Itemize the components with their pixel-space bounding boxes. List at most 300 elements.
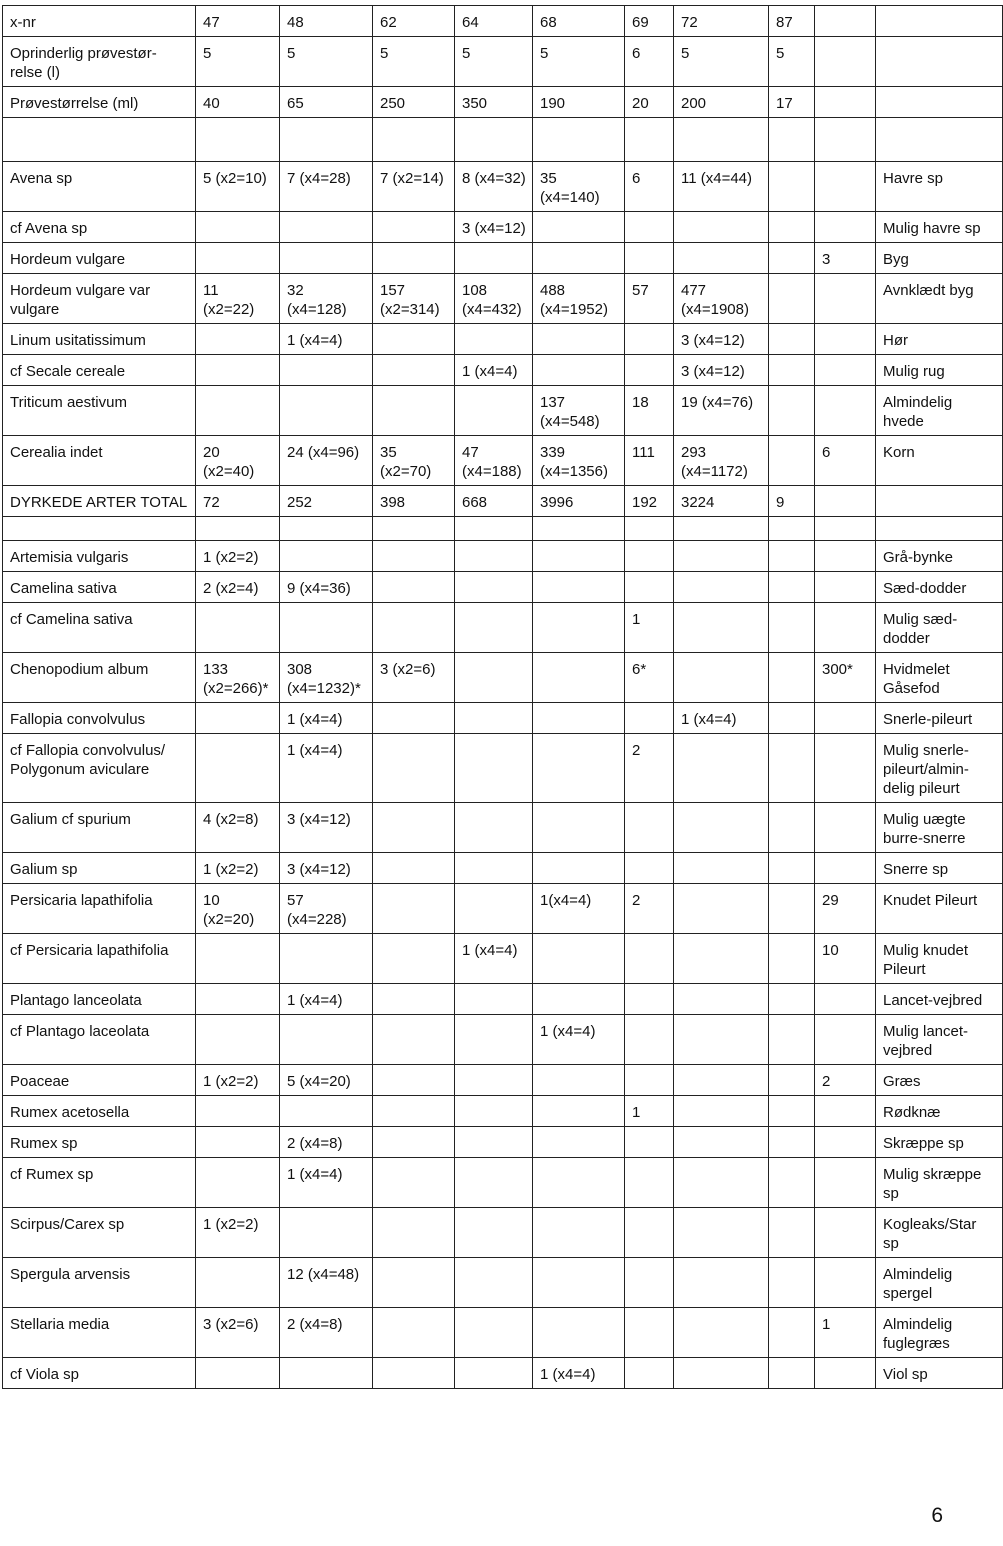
value-cell: 5 <box>769 37 815 87</box>
value-cell <box>625 1208 674 1258</box>
value-cell <box>815 212 876 243</box>
table-row <box>3 603 1003 653</box>
danish-name-cell <box>876 37 1003 87</box>
row-label-cell: Artemisia vulgaris <box>3 541 196 572</box>
row-label-cell: DYRKEDE ARTER TOTAL <box>3 486 196 517</box>
value-cell <box>196 603 280 653</box>
value-cell <box>533 1208 625 1258</box>
value-cell <box>674 734 769 803</box>
value-cell <box>455 803 533 853</box>
value-cell <box>769 734 815 803</box>
value-cell: 398 <box>373 486 455 517</box>
value-cell <box>196 1127 280 1158</box>
table-row <box>3 1158 1003 1208</box>
row-label-cell: cf Fallopia convolvulus/ Polygonum aviculare <box>3 734 196 803</box>
row-label-cell: x-nr <box>3 6 196 37</box>
row-label-cell: Rumex acetosella <box>3 1096 196 1127</box>
row-label-cell: cf Persicaria lapathifolia <box>3 934 196 984</box>
value-cell <box>769 541 815 572</box>
value-cell: 250 <box>373 87 455 118</box>
value-cell: 18 <box>625 386 674 436</box>
value-cell <box>196 1096 280 1127</box>
empty-cell <box>769 118 815 162</box>
value-cell <box>815 355 876 386</box>
value-cell <box>196 355 280 386</box>
row-label-cell: Persicaria lapathifolia <box>3 884 196 934</box>
empty-cell <box>3 517 196 541</box>
value-cell: 1 (x4=4) <box>280 734 373 803</box>
value-cell <box>815 486 876 517</box>
value-cell: 488 (x4=1952) <box>533 274 625 324</box>
table-body <box>3 6 1003 1389</box>
table-row <box>3 541 1003 572</box>
value-cell <box>533 984 625 1015</box>
value-cell <box>815 1096 876 1127</box>
value-cell <box>674 934 769 984</box>
value-cell: 6* <box>625 653 674 703</box>
value-cell <box>533 1096 625 1127</box>
row-label-cell: cf Plantago laceolata <box>3 1015 196 1065</box>
value-cell: 252 <box>280 486 373 517</box>
value-cell <box>815 87 876 118</box>
row-label-cell: cf Camelina sativa <box>3 603 196 653</box>
value-cell: 1 (x4=4) <box>455 355 533 386</box>
value-cell <box>280 212 373 243</box>
value-cell <box>373 1127 455 1158</box>
value-cell <box>815 1158 876 1208</box>
value-cell: 47 <box>196 6 280 37</box>
row-label-cell: cf Rumex sp <box>3 1158 196 1208</box>
value-cell <box>815 1358 876 1389</box>
value-cell <box>196 212 280 243</box>
empty-cell <box>815 517 876 541</box>
value-cell: 24 (x4=96) <box>280 436 373 486</box>
value-cell: 133 (x2=266)* <box>196 653 280 703</box>
value-cell: 40 <box>196 87 280 118</box>
danish-name-cell: Hør <box>876 324 1003 355</box>
row-label-cell: Linum usitatissimum <box>3 324 196 355</box>
value-cell <box>533 934 625 984</box>
value-cell <box>815 274 876 324</box>
value-cell: 1 <box>625 603 674 653</box>
value-cell <box>815 803 876 853</box>
value-cell: 137 (x4=548) <box>533 386 625 436</box>
value-cell <box>769 324 815 355</box>
value-cell <box>455 1358 533 1389</box>
value-cell <box>373 853 455 884</box>
value-cell: 68 <box>533 6 625 37</box>
value-cell: 57 (x4=228) <box>280 884 373 934</box>
value-cell <box>625 243 674 274</box>
value-cell: 65 <box>280 87 373 118</box>
danish-name-cell: Hvidmelet Gåsefod <box>876 653 1003 703</box>
value-cell <box>373 984 455 1015</box>
value-cell <box>533 803 625 853</box>
value-cell <box>769 1127 815 1158</box>
table-row <box>3 734 1003 803</box>
value-cell: 1 (x2=2) <box>196 853 280 884</box>
value-cell: 2 <box>625 884 674 934</box>
value-cell <box>373 934 455 984</box>
value-cell <box>625 324 674 355</box>
empty-cell <box>625 118 674 162</box>
value-cell: 1 <box>815 1308 876 1358</box>
value-cell: 3224 <box>674 486 769 517</box>
value-cell: 192 <box>625 486 674 517</box>
value-cell <box>674 212 769 243</box>
value-cell: 35 (x2=70) <box>373 436 455 486</box>
value-cell: 6 <box>815 436 876 486</box>
value-cell <box>373 355 455 386</box>
value-cell <box>815 37 876 87</box>
value-cell: 339 (x4=1356) <box>533 436 625 486</box>
value-cell: 1 <box>625 1096 674 1127</box>
value-cell <box>280 1015 373 1065</box>
value-cell <box>674 1065 769 1096</box>
value-cell: 5 <box>455 37 533 87</box>
empty-cell <box>674 118 769 162</box>
value-cell <box>533 703 625 734</box>
danish-name-cell: Snerre sp <box>876 853 1003 884</box>
value-cell: 3 (x2=6) <box>373 653 455 703</box>
value-cell <box>674 803 769 853</box>
value-cell <box>674 853 769 884</box>
value-cell <box>533 572 625 603</box>
row-label-cell: cf Viola sp <box>3 1358 196 1389</box>
value-cell: 1 (x4=4) <box>533 1015 625 1065</box>
value-cell: 2 (x2=4) <box>196 572 280 603</box>
value-cell: 293 (x4=1172) <box>674 436 769 486</box>
value-cell <box>769 653 815 703</box>
table-row <box>3 212 1003 243</box>
value-cell <box>455 653 533 703</box>
row-label-cell: Stellaria media <box>3 1308 196 1358</box>
value-cell <box>455 1258 533 1308</box>
table-row <box>3 87 1003 118</box>
value-cell: 2 (x4=8) <box>280 1308 373 1358</box>
table-row <box>3 274 1003 324</box>
value-cell <box>533 1308 625 1358</box>
value-cell <box>674 1127 769 1158</box>
value-cell <box>769 1158 815 1208</box>
value-cell: 6 <box>625 162 674 212</box>
row-label-cell: Rumex sp <box>3 1127 196 1158</box>
table-row <box>3 1308 1003 1358</box>
danish-name-cell: Viol sp <box>876 1358 1003 1389</box>
value-cell <box>373 703 455 734</box>
value-cell: 72 <box>196 486 280 517</box>
empty-cell <box>769 517 815 541</box>
value-cell: 12 (x4=48) <box>280 1258 373 1308</box>
danish-name-cell: Græs <box>876 1065 1003 1096</box>
value-cell <box>815 1015 876 1065</box>
value-cell <box>769 1065 815 1096</box>
value-cell <box>533 853 625 884</box>
danish-name-cell: Sæd-dodder <box>876 572 1003 603</box>
value-cell <box>625 934 674 984</box>
value-cell: 668 <box>455 486 533 517</box>
danish-name-cell: Lancet-vejbred <box>876 984 1003 1015</box>
value-cell <box>625 572 674 603</box>
table-row <box>3 653 1003 703</box>
value-cell <box>455 386 533 436</box>
value-cell <box>533 653 625 703</box>
value-cell: 3 (x2=6) <box>196 1308 280 1358</box>
danish-name-cell: Kogleaks/Star sp <box>876 1208 1003 1258</box>
value-cell: 5 <box>533 37 625 87</box>
value-cell <box>769 1258 815 1308</box>
value-cell <box>674 653 769 703</box>
value-cell <box>815 703 876 734</box>
danish-name-cell: Knudet Pileurt <box>876 884 1003 934</box>
value-cell <box>815 1258 876 1308</box>
value-cell <box>769 884 815 934</box>
empty-cell <box>533 517 625 541</box>
value-cell <box>533 324 625 355</box>
value-cell <box>674 1258 769 1308</box>
value-cell: 1 (x4=4) <box>674 703 769 734</box>
value-cell: 32 (x4=128) <box>280 274 373 324</box>
value-cell <box>769 703 815 734</box>
value-cell: 5 <box>674 37 769 87</box>
value-cell <box>196 1015 280 1065</box>
value-cell <box>455 1158 533 1208</box>
value-cell <box>625 1127 674 1158</box>
value-cell <box>373 1308 455 1358</box>
value-cell <box>280 243 373 274</box>
value-cell <box>455 703 533 734</box>
value-cell <box>769 853 815 884</box>
value-cell <box>625 212 674 243</box>
value-cell <box>625 803 674 853</box>
value-cell <box>373 1015 455 1065</box>
danish-name-cell: Mulig lancet-vejbred <box>876 1015 1003 1065</box>
value-cell <box>674 1208 769 1258</box>
row-label-cell: cf Avena sp <box>3 212 196 243</box>
table-row <box>3 386 1003 436</box>
table-row <box>3 1065 1003 1096</box>
value-cell <box>625 1065 674 1096</box>
value-cell <box>196 243 280 274</box>
value-cell <box>373 541 455 572</box>
value-cell <box>373 1158 455 1208</box>
table-row <box>3 162 1003 212</box>
value-cell <box>373 1358 455 1389</box>
value-cell <box>455 541 533 572</box>
value-cell <box>280 1096 373 1127</box>
value-cell <box>533 212 625 243</box>
value-cell <box>815 1208 876 1258</box>
danish-name-cell: Mulig sæd-dodder <box>876 603 1003 653</box>
value-cell: 1 (x4=4) <box>533 1358 625 1389</box>
empty-cell <box>876 517 1003 541</box>
row-label-cell: cf Secale cereale <box>3 355 196 386</box>
row-label-cell: Hordeum vulgare <box>3 243 196 274</box>
value-cell: 350 <box>455 87 533 118</box>
value-cell: 300* <box>815 653 876 703</box>
value-cell <box>674 984 769 1015</box>
value-cell <box>815 6 876 37</box>
spacer-row <box>3 517 1003 541</box>
value-cell <box>769 803 815 853</box>
table-row <box>3 6 1003 37</box>
empty-cell <box>533 118 625 162</box>
value-cell <box>455 1127 533 1158</box>
table-row <box>3 436 1003 486</box>
table-row <box>3 1258 1003 1308</box>
danish-name-cell: Almindelig spergel <box>876 1258 1003 1308</box>
value-cell: 87 <box>769 6 815 37</box>
value-cell: 8 (x4=32) <box>455 162 533 212</box>
empty-cell <box>196 118 280 162</box>
value-cell: 48 <box>280 6 373 37</box>
danish-name-cell: Avnklædt byg <box>876 274 1003 324</box>
value-cell <box>769 1208 815 1258</box>
value-cell: 5 (x4=20) <box>280 1065 373 1096</box>
value-cell <box>280 934 373 984</box>
value-cell <box>769 386 815 436</box>
empty-cell <box>876 118 1003 162</box>
danish-name-cell: Havre sp <box>876 162 1003 212</box>
value-cell <box>625 703 674 734</box>
value-cell <box>373 572 455 603</box>
value-cell: 1 (x2=2) <box>196 541 280 572</box>
value-cell: 477 (x4=1908) <box>674 274 769 324</box>
row-label-cell: Prøvestørrelse (ml) <box>3 87 196 118</box>
value-cell <box>625 355 674 386</box>
table-row <box>3 324 1003 355</box>
value-cell <box>674 243 769 274</box>
row-label-cell: Galium cf spurium <box>3 803 196 853</box>
danish-name-cell: Mulig havre sp <box>876 212 1003 243</box>
value-cell: 5 (x2=10) <box>196 162 280 212</box>
value-cell <box>674 572 769 603</box>
value-cell <box>674 1096 769 1127</box>
value-cell: 35 (x4=140) <box>533 162 625 212</box>
value-cell <box>455 324 533 355</box>
value-cell <box>815 541 876 572</box>
value-cell: 72 <box>674 6 769 37</box>
value-cell <box>625 853 674 884</box>
value-cell <box>196 324 280 355</box>
value-cell: 3 (x4=12) <box>674 324 769 355</box>
value-cell <box>373 1096 455 1127</box>
value-cell: 2 (x4=8) <box>280 1127 373 1158</box>
value-cell <box>455 603 533 653</box>
empty-cell <box>815 118 876 162</box>
row-label-cell: Triticum aestivum <box>3 386 196 436</box>
empty-cell <box>373 517 455 541</box>
value-cell <box>625 1258 674 1308</box>
row-label-cell: Camelina sativa <box>3 572 196 603</box>
row-label-cell: Fallopia convolvulus <box>3 703 196 734</box>
value-cell: 3996 <box>533 486 625 517</box>
danish-name-cell: Grå-bynke <box>876 541 1003 572</box>
danish-name-cell: Rødknæ <box>876 1096 1003 1127</box>
value-cell <box>196 1358 280 1389</box>
danish-name-cell: Almindelig hvede <box>876 386 1003 436</box>
value-cell <box>769 274 815 324</box>
danish-name-cell: Mulig snerle-pileurt/almin-delig pileurt <box>876 734 1003 803</box>
table-row <box>3 1358 1003 1389</box>
danish-name-cell: Mulig knudet Pileurt <box>876 934 1003 984</box>
value-cell <box>373 1208 455 1258</box>
table-row <box>3 884 1003 934</box>
value-cell: 4 (x2=8) <box>196 803 280 853</box>
value-cell: 29 <box>815 884 876 934</box>
value-cell <box>455 734 533 803</box>
value-cell <box>674 1308 769 1358</box>
row-label-cell: Poaceae <box>3 1065 196 1096</box>
value-cell: 69 <box>625 6 674 37</box>
danish-name-cell: Almindelig fuglegræs <box>876 1308 1003 1358</box>
value-cell <box>625 1158 674 1208</box>
value-cell <box>280 355 373 386</box>
value-cell <box>674 1015 769 1065</box>
row-label-cell: Avena sp <box>3 162 196 212</box>
value-cell <box>533 734 625 803</box>
empty-cell <box>455 118 533 162</box>
value-cell <box>373 1065 455 1096</box>
value-cell: 11 (x2=22) <box>196 274 280 324</box>
table-row <box>3 853 1003 884</box>
empty-cell <box>674 517 769 541</box>
empty-cell <box>625 517 674 541</box>
value-cell: 3 (x4=12) <box>280 803 373 853</box>
value-cell: 200 <box>674 87 769 118</box>
value-cell: 20 (x2=40) <box>196 436 280 486</box>
value-cell <box>769 1358 815 1389</box>
value-cell: 3 (x4=12) <box>280 853 373 884</box>
table-row <box>3 1015 1003 1065</box>
page-number: 6 <box>931 1504 943 1527</box>
value-cell <box>280 603 373 653</box>
value-cell <box>625 1308 674 1358</box>
value-cell <box>769 1096 815 1127</box>
value-cell: 62 <box>373 6 455 37</box>
value-cell: 1 (x4=4) <box>280 1158 373 1208</box>
row-label-cell: Oprinderlig prøvestør-relse (l) <box>3 37 196 87</box>
danish-name-cell: Mulig uægte burre-snerre <box>876 803 1003 853</box>
row-label-cell: Scirpus/Carex sp <box>3 1208 196 1258</box>
row-label-cell: Plantago lanceolata <box>3 984 196 1015</box>
table-row <box>3 1096 1003 1127</box>
value-cell <box>533 1065 625 1096</box>
table-row <box>3 703 1003 734</box>
value-cell <box>769 243 815 274</box>
value-cell <box>815 386 876 436</box>
empty-cell <box>373 118 455 162</box>
value-cell <box>373 603 455 653</box>
value-cell <box>769 1308 815 1358</box>
value-cell <box>196 386 280 436</box>
value-cell: 3 (x4=12) <box>674 355 769 386</box>
table-row <box>3 572 1003 603</box>
value-cell <box>769 162 815 212</box>
value-cell: 190 <box>533 87 625 118</box>
value-cell: 9 (x4=36) <box>280 572 373 603</box>
value-cell <box>533 243 625 274</box>
danish-name-cell <box>876 87 1003 118</box>
value-cell <box>769 212 815 243</box>
value-cell <box>455 1096 533 1127</box>
value-cell: 108 (x4=432) <box>455 274 533 324</box>
value-cell <box>674 884 769 934</box>
value-cell <box>674 1158 769 1208</box>
value-cell <box>373 212 455 243</box>
value-cell: 308 (x4=1232)* <box>280 653 373 703</box>
value-cell <box>455 1208 533 1258</box>
